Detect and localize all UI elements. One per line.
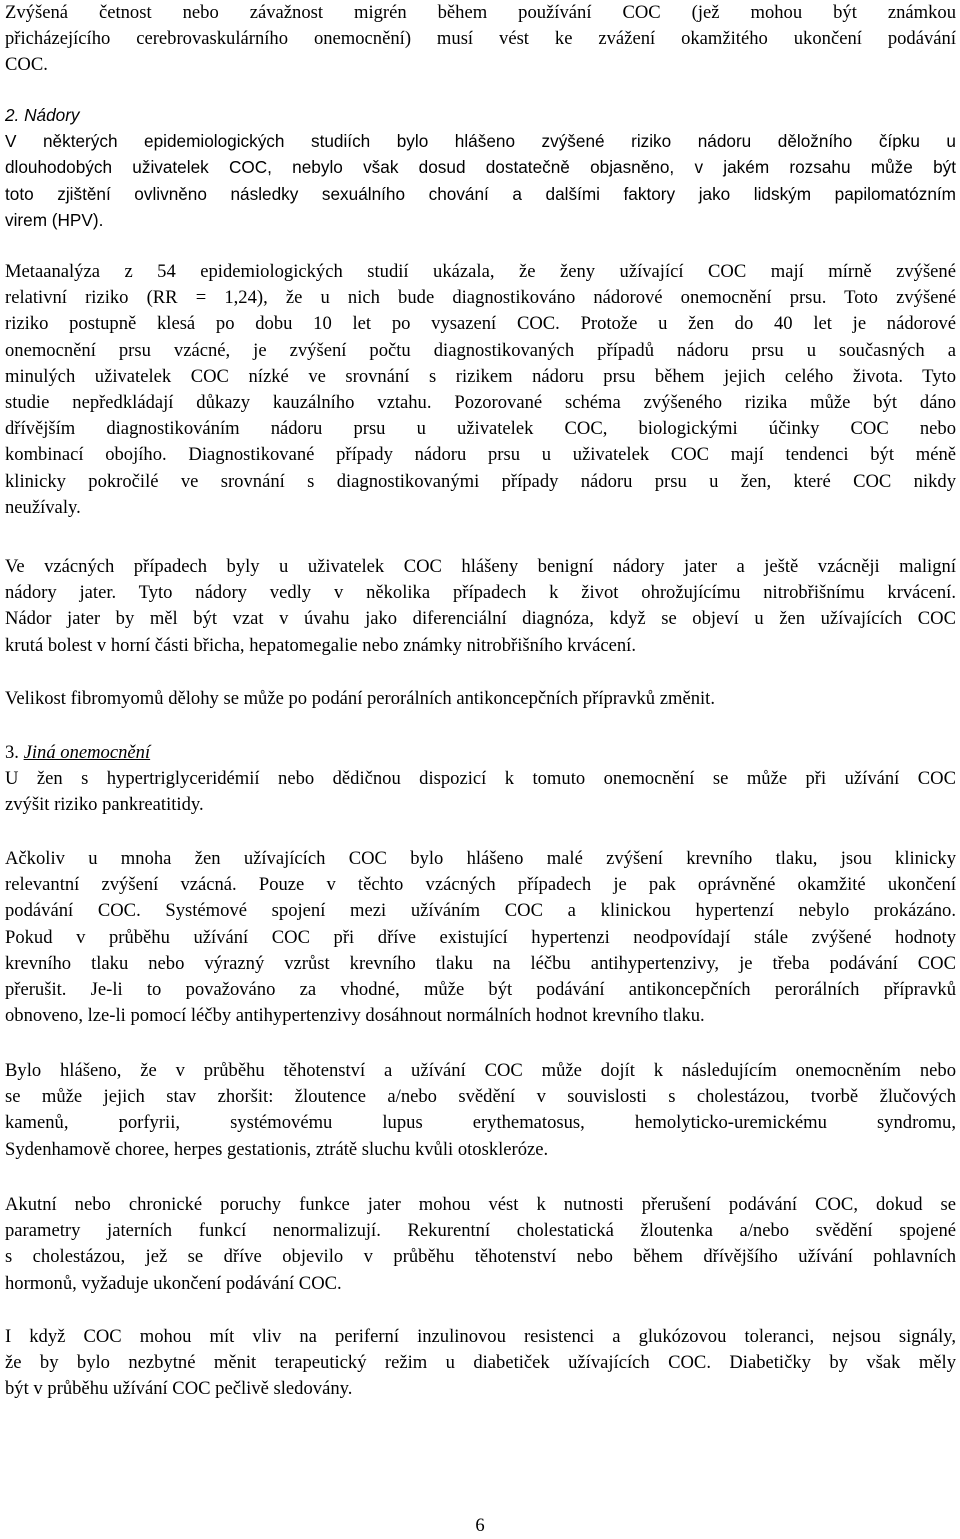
section-heading-other xyxy=(5,740,956,766)
section-other-diseases xyxy=(5,740,956,819)
text-line: Akutní nebo chronické poruchy funkce jater mohou vést k nutnosti přerušení podávání COC, dokud se xyxy=(5,1194,956,1215)
paragraph-hepatic xyxy=(5,1192,956,1297)
text-line: být v průběhu užívání COC pečlivě sledovány. xyxy=(5,1378,353,1400)
paragraph-metaanalysis xyxy=(5,259,956,521)
text-line: Metaanalýza z 54 epidemiologických studií ukázala, že ženy užívající COC mají mírně zvýšené xyxy=(5,261,956,282)
paragraph-diabetes xyxy=(5,1324,956,1403)
text-line: že by bylo nezbytné měnit terapeutický režim u diabetiček užívajících COC. Diabetičky by však měly xyxy=(5,1352,956,1374)
text-line: virem (HPV). xyxy=(5,209,104,230)
text-line: přicházejícího cerebrovaskulárního onemocnění) musí vést ke zvážení okamžitého ukončení podávání xyxy=(5,28,956,50)
text-line: riziko postupně klesá po dobu 10 let po vysazení COC. Protože u žen do 40 let je nádorové xyxy=(5,313,956,335)
paragraph-fibroids xyxy=(5,686,956,712)
text-line: se může jejich stav zhoršit: žloutence a/nebo svědění v souvislosti s cholestázou, tvorbě žlučových xyxy=(5,1086,956,1108)
text-line: hormonů, vyžaduje ukončení podávání COC. xyxy=(5,1272,342,1294)
text-line: Bylo hlášeno, že v průběhu těhotenství a užívání COC může dojít k následujícím onemocněním nebo xyxy=(5,1060,956,1081)
paragraph-liver-tumors xyxy=(5,554,956,659)
text-line: V některých epidemiologických studiích bylo hlášeno zvýšené riziko nádoru děložního čípku u xyxy=(5,131,956,152)
text-line: COC. xyxy=(5,54,48,76)
section-tumors xyxy=(5,102,956,233)
text-line: Zvýšená četnost nebo závažnost migrén během používání COC (jež mohou být známkou xyxy=(5,2,956,23)
text-line: toto zjištění ovlivněno následky sexuálního chování a dalšími faktory jako lidským papilomatózním xyxy=(5,183,956,204)
text-line: Nádor jater by měl být vzat v úvahu jako diferenciální diagnóza, když se objeví u žen užívajících COC xyxy=(5,608,956,630)
text-line: Ve vzácných případech byly u uživatelek COC hlášeny benigní nádory jater a ještě vzácněji maligní xyxy=(5,556,956,577)
text-line: studie nepředkládají důkazy kauzálního vztahu. Pozorované schéma zvýšeného rizika může být dáno xyxy=(5,392,956,414)
text-line: krutá bolest v horní části břicha, hepatomegalie nebo známky nitrobřišního krvácení. xyxy=(5,634,636,656)
text-line: krevního tlaku nebo výrazný vzrůst krevního tlaku na léčbu antihypertenzivy, je třeba podávání COC xyxy=(5,952,956,974)
text-line: Velikost fibromyomů dělohy se může po podání perorálních antikoncepčních přípravků změnit. xyxy=(5,688,715,709)
text-line: relevantní zvýšení vzácná. Pouze v těchto vzácných případech je pak oprávněné okamžité ukončení xyxy=(5,874,956,896)
text-line: dřívějším diagnostikováním nádoru prsu u uživatelek COC, biologickými účinky COC nebo xyxy=(5,418,956,440)
text-line: zvýšit riziko pankreatitidy. xyxy=(5,794,204,816)
text-line: Sydenhamově choree, herpes gestationis, ztrátě sluchu kvůli otoskleróze. xyxy=(5,1138,549,1160)
page-number: 6 xyxy=(475,1515,485,1536)
paragraph-pregnancy xyxy=(5,1058,956,1163)
text-line: přerušit. Je-li to považováno za vhodné, může být podávání antikoncepčních perorálních přípravků xyxy=(5,979,956,1001)
text-line: obnoveno, lze-li pomocí léčby antihypertenzivy dosáhnout normálních hodnot krevního tlaku. xyxy=(5,1005,705,1027)
text-line: kombinací obojího. Diagnostikované případy nádoru prsu u uživatelek COC mají tendenci být méně xyxy=(5,444,956,466)
section-heading-tumors: 2. Nádory xyxy=(5,105,80,125)
text-line: klinicky pokročilé ve srovnání s diagnostikovanými případy nádoru prsu u žen, které COC nikdy xyxy=(5,470,956,492)
text-line: relativní riziko (RR = 1,24), že u nich bude diagnostikováno nádorové onemocnění prsu. Toto zvýšené xyxy=(5,287,956,309)
text-line: s cholestázou, jež se dříve objevilo v průběhu těhotenství nebo během dřívějšího užívání pohlavních xyxy=(5,1246,956,1268)
text-line: neužívaly. xyxy=(5,496,81,518)
text-line: kamenů, porfyrii, systémovému lupus erythematosus, hemolyticko-uremickému syndromu, xyxy=(5,1112,956,1134)
text-line: podávání COC. Systémové spojení mezi užíváním COC a klinickou hypertenzí nebylo prokázáno. xyxy=(5,900,956,922)
text-line: dlouhodobých uživatelek COC, nebylo však dosud dostatečně objasněno, v jakém rozsahu může být xyxy=(5,157,956,178)
text-line: parametry jaterních funkcí nenormalizují. Rekurentní cholestatická žloutenka a/nebo svědění spojené xyxy=(5,1220,956,1242)
section-number: 3. xyxy=(5,742,19,763)
text-line: U žen s hypertriglyceridémií nebo dědičnou dispozicí k tomuto onemocnění se může při užívání COC xyxy=(5,768,956,790)
text-line: Pokud v průběhu užívání COC při dříve existující hypertenzi neodpovídají stále zvýšené hodnoty xyxy=(5,926,956,948)
text-line: minulých uživatelek COC nízké ve srovnání s rizikem nádoru prsu během jejich celého života. Tyto xyxy=(5,365,956,387)
section-title: Jiná onemocnění xyxy=(23,742,151,763)
paragraph-migraine xyxy=(5,0,956,79)
text-line: I když COC mohou mít vliv na periferní inzulinovou resistenci a glukózovou toleranci, nejsou signály, xyxy=(5,1326,956,1347)
text-line: onemocnění prsu vzácné, je zvýšení počtu diagnostikovaných případů nádoru prsu u současných a xyxy=(5,339,956,361)
paragraph-hypertension xyxy=(5,846,956,1029)
text-line: Ačkoliv u mnoha žen užívajících COC bylo hlášeno malé zvýšení krevního tlaku, jsou klinicky xyxy=(5,848,956,869)
text-line: nádory jater. Tyto nádory vedly v několika případech k život ohrožujícímu nitrobřišnímu krvácení. xyxy=(5,582,956,604)
